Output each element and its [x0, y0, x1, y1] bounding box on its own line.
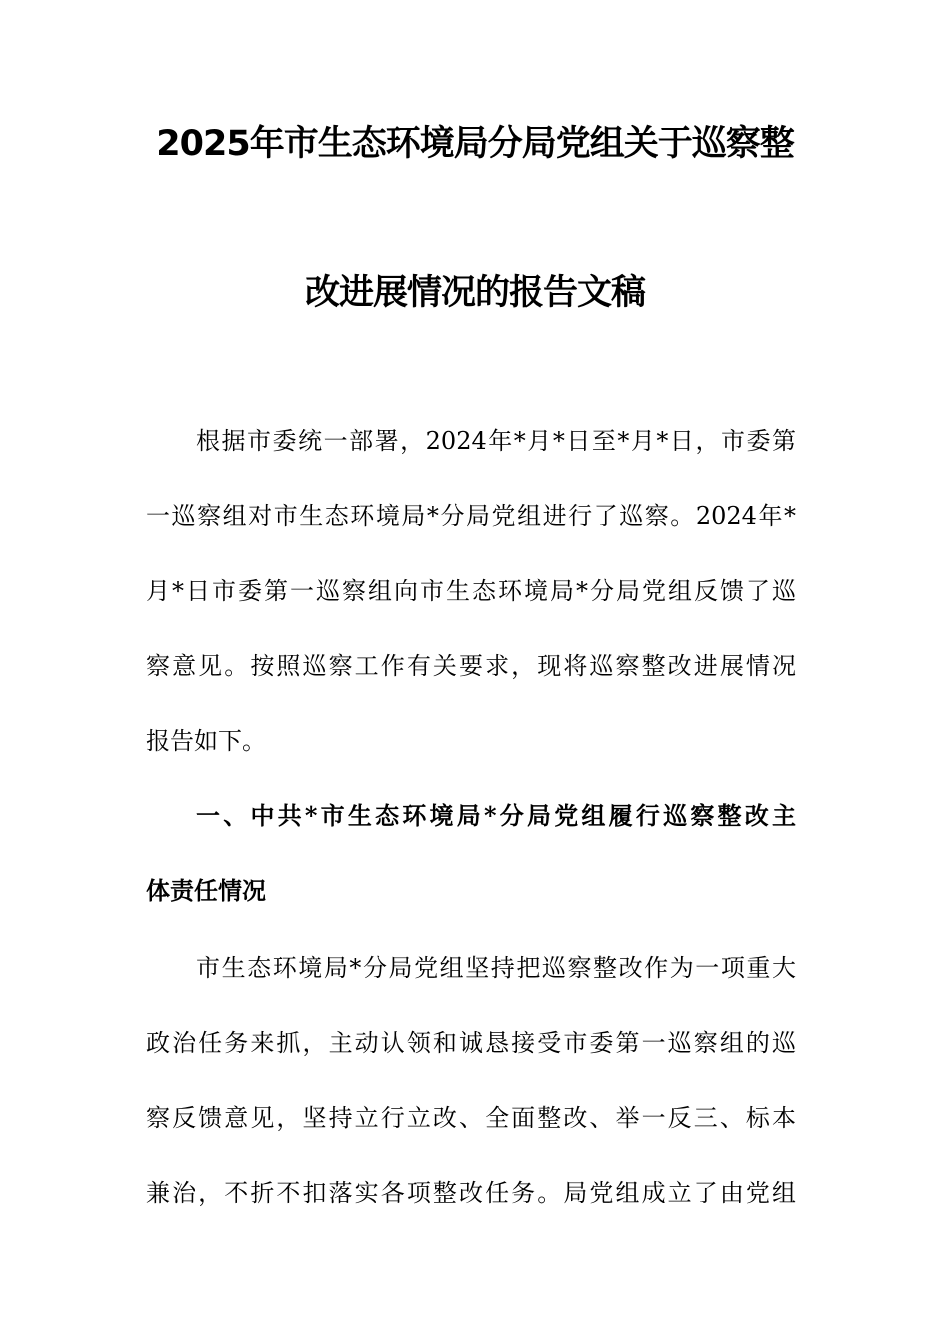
paragraph-1-line-1: 根据市委统一部署，2024年*月*日至*月*日，市委第: [196, 427, 796, 455]
paragraph-1-line-4: 察意见。按照巡察工作有关要求，现将巡察整改进展情况: [146, 652, 796, 680]
paragraph-2-line-2: 政治任务来抓，主动认领和诚恳接受市委第一巡察组的巡: [146, 1029, 796, 1057]
document-title-line-1: 2025年市生态环境局分局党组关于巡察整: [156, 124, 794, 164]
section-heading-1-line-2: 体责任情况: [146, 876, 266, 905]
paragraph-2-line-1: 市生态环境局*分局党组坚持把巡察整改作为一项重大: [196, 954, 796, 982]
paragraph-2-line-4: 兼治，不折不扣落实各项整改任务。局党组成立了由党组: [146, 1179, 796, 1207]
document-title-line-2: 改进展情况的报告文稿: [304, 273, 645, 313]
paragraph-1-line-5: 报告如下。: [146, 727, 266, 755]
section-heading-1-line-1: 一、中共*市生态环境局*分局党组履行巡察整改主: [196, 801, 796, 830]
paragraph-2-line-3: 察反馈意见，坚持立行立改、全面整改、举一反三、标本: [146, 1104, 796, 1132]
paragraph-1-line-3: 月*日市委第一巡察组向市生态环境局*分局党组反馈了巡: [146, 577, 796, 605]
paragraph-1-line-2: 一巡察组对市生态环境局*分局党组进行了巡察。2024年*: [146, 502, 796, 530]
